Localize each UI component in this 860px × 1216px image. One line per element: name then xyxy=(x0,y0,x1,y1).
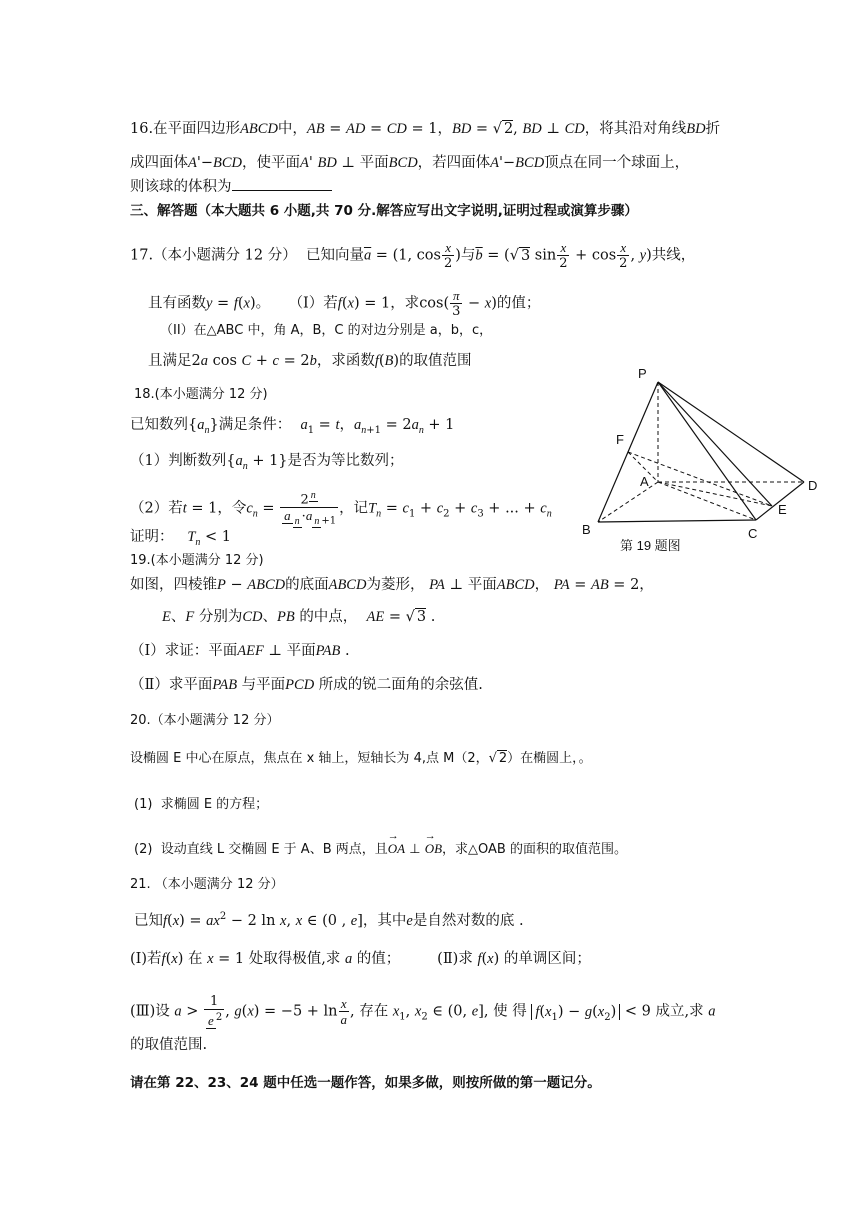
q20-line3: (2) 设动直线 L 交椭圆 E 于 A、B 两点，且→ OA ⊥ → OB，求△OAB 的面积的取值范围。 xyxy=(134,838,627,861)
pyramid-figure xyxy=(576,362,826,562)
edge-AC xyxy=(658,482,756,520)
figure-caption: 第 19 题图 xyxy=(620,538,681,553)
q21-line3: (Ⅲ)设 a > $\frac{1}{e ^2}$ , g(x) = −5 + ln $\frac{x}{a}$ , 存在 $x_1$, $x_2$ ∈ (0, e], 使 得 $f(x_1) - g(x_2) < 9$ 成立,求 a xyxy=(130,994,716,1029)
edge-AE xyxy=(658,482,772,506)
edge-PE xyxy=(658,382,772,506)
label-D: D xyxy=(808,478,818,493)
label-F: F xyxy=(616,432,624,447)
label-A: A xyxy=(640,474,649,489)
q17-line4: 且满足2a cos C + c = 2b，求函数f(B)的取值范围 xyxy=(148,353,472,369)
q19-line1: 如图，四棱锥P − ABCD的底面ABCD为菱形， PA ⊥ 平面ABCD， PA = AB = 2， xyxy=(130,577,654,593)
edge-PD xyxy=(658,382,804,482)
q18-line2: （1）判断数列$\{a_n + 1\}$是否为等比数列； xyxy=(130,453,404,472)
edge-BC xyxy=(598,520,756,522)
q19-line2: E、F 分别为CD、PB 的中点， AE = √ 3 . xyxy=(162,609,436,625)
q18-line1: 已知数列$\{a_n\}$满足条件： $a_1 = t$，$a_{n+1} = 2a_n + 1$ xyxy=(130,417,455,436)
q21-line4: 的取值范围. xyxy=(130,1037,208,1053)
q18-line4: 证明： $T_n < 1$ xyxy=(130,529,231,548)
label-E: E xyxy=(778,502,787,517)
answer-blank xyxy=(232,176,332,191)
q18-head: 18.(本小题满分 12 分) xyxy=(134,387,268,402)
q16-line2: 成四面体A'−BCD，使平面A' BD ⊥ 平面BCD，若四面体A'−BCD顶点在同一个球面上， xyxy=(130,155,690,171)
q21-head: 21. （本小题满分 12 分） xyxy=(130,877,284,892)
q20-head: 20.（本小题满分 12 分） xyxy=(130,713,280,728)
label-B: B xyxy=(582,522,591,537)
q19-line3: （Ⅰ）求证：平面AEF ⊥ 平面PAB . xyxy=(130,643,350,659)
q20-line1: 设椭圆 E 中心在原点，焦点在 x 轴上，短轴长为 4,点 M（2，√ 2）在椭圆上，。 xyxy=(130,751,592,766)
q17-line1: 17.（本小题满分 12 分） 已知向量$\overline{a} = (1$, cos $\frac{x}{2}$ )与$\overline{b}$ = (√ 3 sin $\frac{x}{2}$ + cos $\frac{x}{2}$ , y)共线， xyxy=(130,240,696,271)
label-P: P xyxy=(638,366,647,381)
q18-line3: （2）若t = 1，令$c_n$ = $\frac{2 ^n}{a _n \cdot a _{n +1}}$ ，记$T_n = c_1 + c_2 + c_3$ + ... + $c_n$ xyxy=(130,490,552,527)
q16-line3: 则该球的体积为 xyxy=(130,176,332,198)
q21-line1: 已知$f(x) = ax^2 - 2$ ln x, x ∈ (0 , e]，其中e是自然对数的底 . xyxy=(134,911,524,929)
label-C: C xyxy=(748,526,758,541)
q16-line1: 16.在平面四边形ABCD中，AB = AD = CD = 1，BD = √ 2, BD ⊥ CD，将其沿对角线BD折 xyxy=(130,121,721,137)
q17-line2: 且有函数y = f(x)。 （I）若f(x) = 1，求cos( $\frac{\pi}{3}$ − x)的值； xyxy=(148,288,541,319)
q20-line2: (1) 求椭圆 E 的方程； xyxy=(134,797,269,812)
q17-line3: （II）在△ABC 中，角 A，B，C 的对边分别是 a，b，c， xyxy=(160,323,493,338)
optional-questions-note: 请在第 22、23、24 题中任选一题作答，如果多做，则按所做的第一题记分。 xyxy=(130,1075,601,1091)
section3-title: 三、解答题（本大题共 6 小题,共 70 分.解答应写出文字说明,证明过程或演算步骤） xyxy=(130,203,638,219)
q19-head: 19.(本小题满分 12 分) xyxy=(130,553,264,568)
q19-line4: （Ⅱ）求平面PAB 与平面PCD 所成的锐二面角的余弦值. xyxy=(130,677,483,693)
q21-line2: (Ⅰ)若f(x) 在 x = 1 处取得极值,求 a 的值； (Ⅱ)求 f(x) 的单调区间； xyxy=(130,951,591,967)
